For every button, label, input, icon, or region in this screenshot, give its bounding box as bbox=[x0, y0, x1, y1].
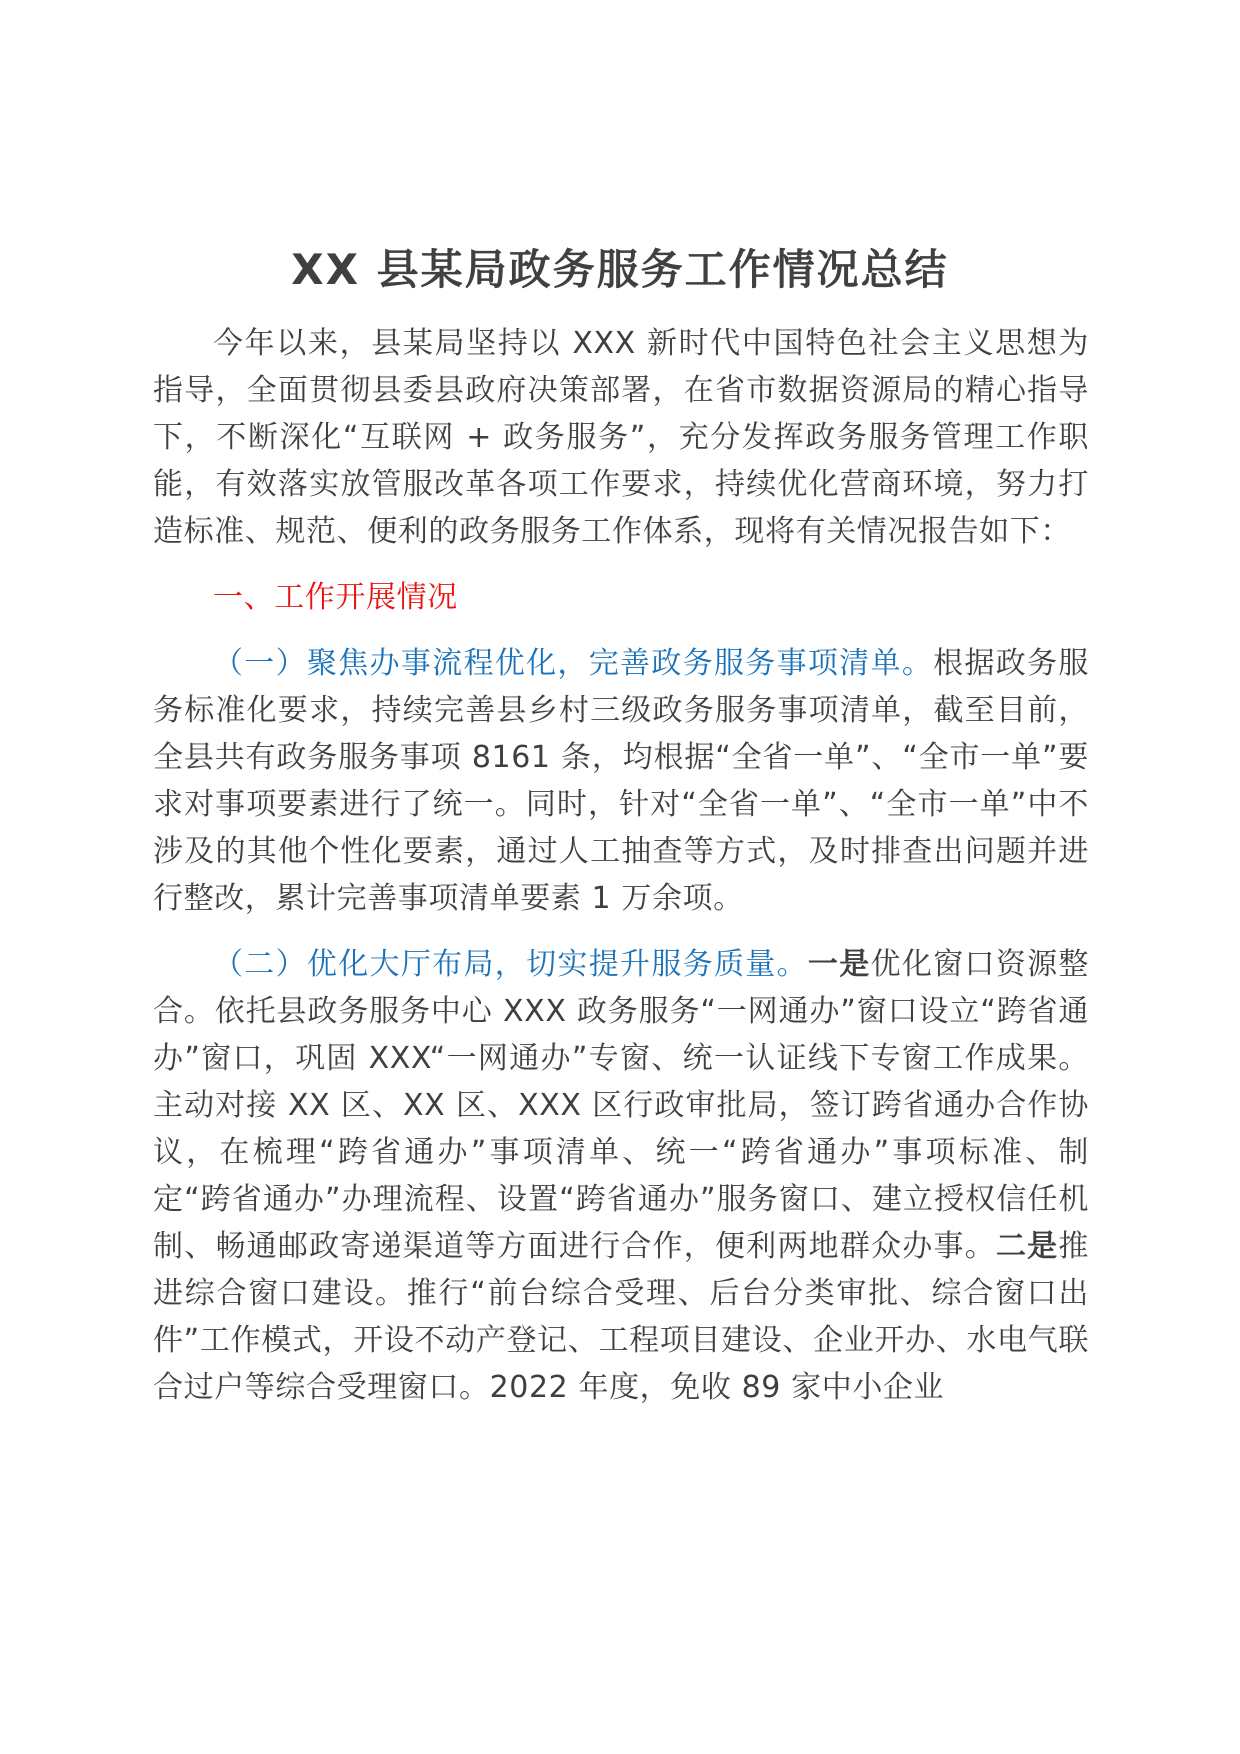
item-2-point-2-text: 推进综合窗口建设。推行“前台综合受理、后台分类审批、综合窗口出件”工作模式，开设不动产登记、工程项目建设、企业开办、水电气联合过户等综合受理窗口。2022 年度，免收 89 家中小企业 bbox=[153, 1229, 1090, 1405]
item-1-lead: （一）聚焦办事流程优化，完善政务服务事项清单。 bbox=[213, 646, 934, 681]
item-2-paragraph bbox=[153, 941, 1089, 1411]
intro-paragraph: 今年以来，县某局坚持以 XXX 新时代中国特色社会主义思想为指导，全面贯彻县委县政府决策部署，在省市数据资源局的精心指导下，不断深化“互联网 + 政务服务”，充分发挥政务服务管理工作职能，有效落实放管服改革各项工作要求，持续优化营商环境，努力打造标准、规范、便利的政务服务工作体系，现将有关情况报告如下： bbox=[153, 326, 1089, 549]
section-heading-work-progress: 一、工作开展情况 bbox=[213, 580, 458, 615]
item-2-point-1-text: 优化窗口资源整合。依托县政务服务中心 XXX 政务服务“一网通办”窗口设立“跨省通办”窗口，巩固 XXX“一网通办”专窗、统一认证线下专窗工作成果。主动对接 XX 区、XX 区、XXX 区行政审批局，签订跨省通办合作协议，在梳理“跨省通办”事项清单、统一“跨省通办”事项标准、制定“跨省通办”办理流程、设置“跨省通办”服务窗口、建立授权信任机制、畅通邮政寄递渠道等方面进行合作，便利两地群众办事。 bbox=[153, 947, 1089, 1264]
document-body bbox=[153, 320, 1089, 1430]
item-2-point-1-marker: 一是 bbox=[807, 947, 871, 982]
document-title: XX 县某局政务服务工作情况总结 bbox=[291, 245, 949, 294]
item-2-point-2-marker: 二是 bbox=[995, 1229, 1059, 1264]
item-1-text: 根据政务服务标准化要求，持续完善县乡村三级政务服务事项清单，截至目前，全县共有政务服务事项 8161 条，均根据“全省一单”、“全市一单”要求对事项要素进行了统一。同时，针对“全省一单”、“全市一单”中不涉及的其他个性化要素，通过人工抽查等方式，及时排查出问题并进行整改，累计完善事项清单要素 1 万余项。 bbox=[153, 646, 1089, 916]
item-1-paragraph bbox=[153, 640, 1089, 922]
item-2-lead: （二）优化大厅布局，切实提升服务质量。 bbox=[213, 947, 808, 982]
